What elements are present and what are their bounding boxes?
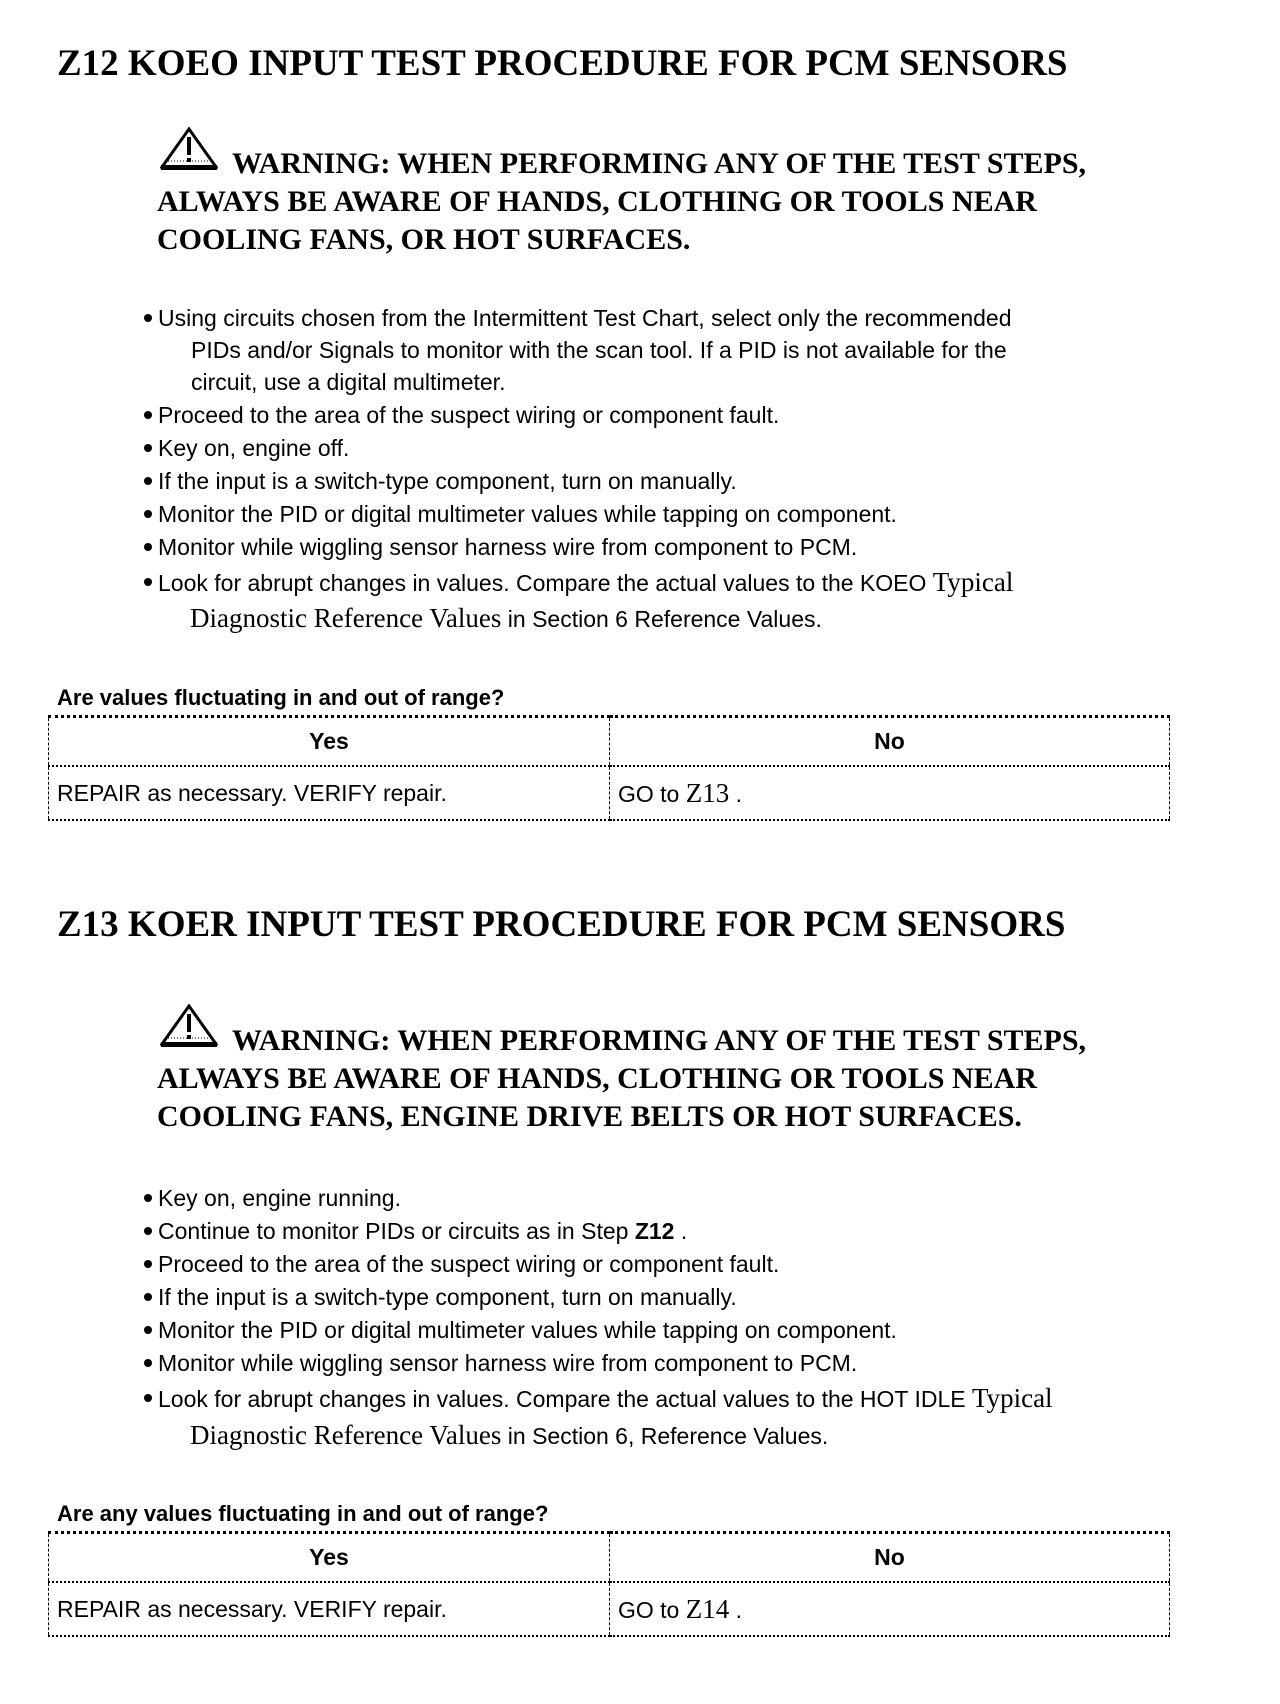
warning-line: COOLING FANS, OR HOT SURFACES.: [157, 223, 691, 256]
warning-line: ALWAYS BE AWARE OF HANDS, CLOTHING OR TOOLS NEAR: [157, 1062, 1037, 1095]
bullet-icon: [144, 411, 152, 419]
list-item-text: Look for abrupt changes in values. Compare the actual values to the HOT IDLE Typical: [158, 1383, 1053, 1413]
section-heading: Z13 KOER INPUT TEST PROCEDURE FOR PCM SENSORS: [57, 904, 1066, 945]
list-item-text: Using circuits chosen from the Intermittent Test Chart, select only the recommended: [158, 305, 1012, 331]
list-item-text: If the input is a switch-type component, turn on manually.: [158, 468, 737, 494]
list-item-text: Monitor the PID or digital multimeter values while tapping on component.: [158, 1317, 897, 1343]
decision-question: Are values fluctuating in and out of range?: [57, 685, 505, 710]
list-item-text: Monitor while wiggling sensor harness wire from component to PCM.: [158, 534, 858, 560]
bullet-icon: [144, 314, 152, 322]
list-item-text: Monitor the PID or digital multimeter values while tapping on component.: [158, 501, 897, 527]
list-item-text: If the input is a switch-type component, turn on manually.: [158, 1284, 737, 1310]
bullet-icon: [144, 578, 152, 586]
no-header: No: [610, 1533, 1170, 1583]
list-item-text: circuit, use a digital multimeter.: [191, 369, 506, 395]
bullet-icon: [144, 1394, 152, 1402]
no-action: GO to Z13 .: [610, 766, 1170, 820]
decision-question: Are any values fluctuating in and out of range?: [57, 1501, 549, 1526]
list-item-text: Key on, engine running.: [158, 1185, 401, 1211]
list-item-text: PIDs and/or Signals to monitor with the scan tool. If a PID is not available for the: [191, 337, 1007, 363]
step-ref: Z12: [634, 1218, 675, 1244]
table-row: [49, 766, 1170, 820]
table-row: [49, 1582, 1170, 1636]
decision-table: [48, 1531, 1170, 1637]
decision-table: [48, 715, 1170, 821]
bullet-icon: [144, 477, 152, 485]
goto-step-link[interactable]: Z14: [685, 1593, 730, 1624]
warning-line: WARNING: WHEN PERFORMING ANY OF THE TEST STEPS,: [232, 147, 1087, 180]
bullet-icon: [144, 1359, 152, 1367]
warning-line: COOLING FANS, ENGINE DRIVE BELTS OR HOT SURFACES.: [157, 1100, 1022, 1133]
yes-action: REPAIR as necessary. VERIFY repair.: [49, 766, 610, 820]
warning-triangle-icon: [160, 1004, 218, 1048]
warning-triangle-icon: [160, 127, 218, 171]
no-header: No: [610, 717, 1170, 767]
goto-step-link[interactable]: Z13: [685, 777, 730, 808]
bullet-icon: [144, 444, 152, 452]
bullet-icon: [144, 1293, 152, 1301]
no-action: GO to Z14 .: [610, 1582, 1170, 1636]
yes-header: Yes: [49, 1533, 610, 1583]
bullet-icon: [144, 543, 152, 551]
bullet-icon: [144, 1194, 152, 1202]
yes-header: Yes: [49, 717, 610, 767]
list-item-text: Proceed to the area of the suspect wiring or component fault.: [158, 1251, 780, 1277]
bullet-icon: [144, 510, 152, 518]
section-heading: Z12 KOEO INPUT TEST PROCEDURE FOR PCM SENSORS: [57, 43, 1068, 84]
list-item-text: Key on, engine off.: [158, 435, 350, 461]
list-item-text: Look for abrupt changes in values. Compare the actual values to the KOEO Typical: [158, 567, 1014, 597]
list-item-text: Diagnostic Reference Values in Section 6 Reference Values.: [190, 603, 822, 633]
warning-line: ALWAYS BE AWARE OF HANDS, CLOTHING OR TOOLS NEAR: [157, 185, 1037, 218]
list-item-text: Continue to monitor PIDs or circuits as in Step Z12 .: [158, 1218, 688, 1244]
warning-line: WARNING: WHEN PERFORMING ANY OF THE TEST STEPS,: [232, 1024, 1087, 1057]
yes-action: REPAIR as necessary. VERIFY repair.: [49, 1582, 610, 1636]
bullet-icon: [144, 1227, 152, 1235]
bullet-icon: [144, 1260, 152, 1268]
list-item-text: Diagnostic Reference Values in Section 6, Reference Values.: [190, 1420, 829, 1450]
list-item-text: Proceed to the area of the suspect wiring or component fault.: [158, 402, 780, 428]
bullet-icon: [144, 1326, 152, 1334]
list-item-text: Monitor while wiggling sensor harness wire from component to PCM.: [158, 1350, 858, 1376]
